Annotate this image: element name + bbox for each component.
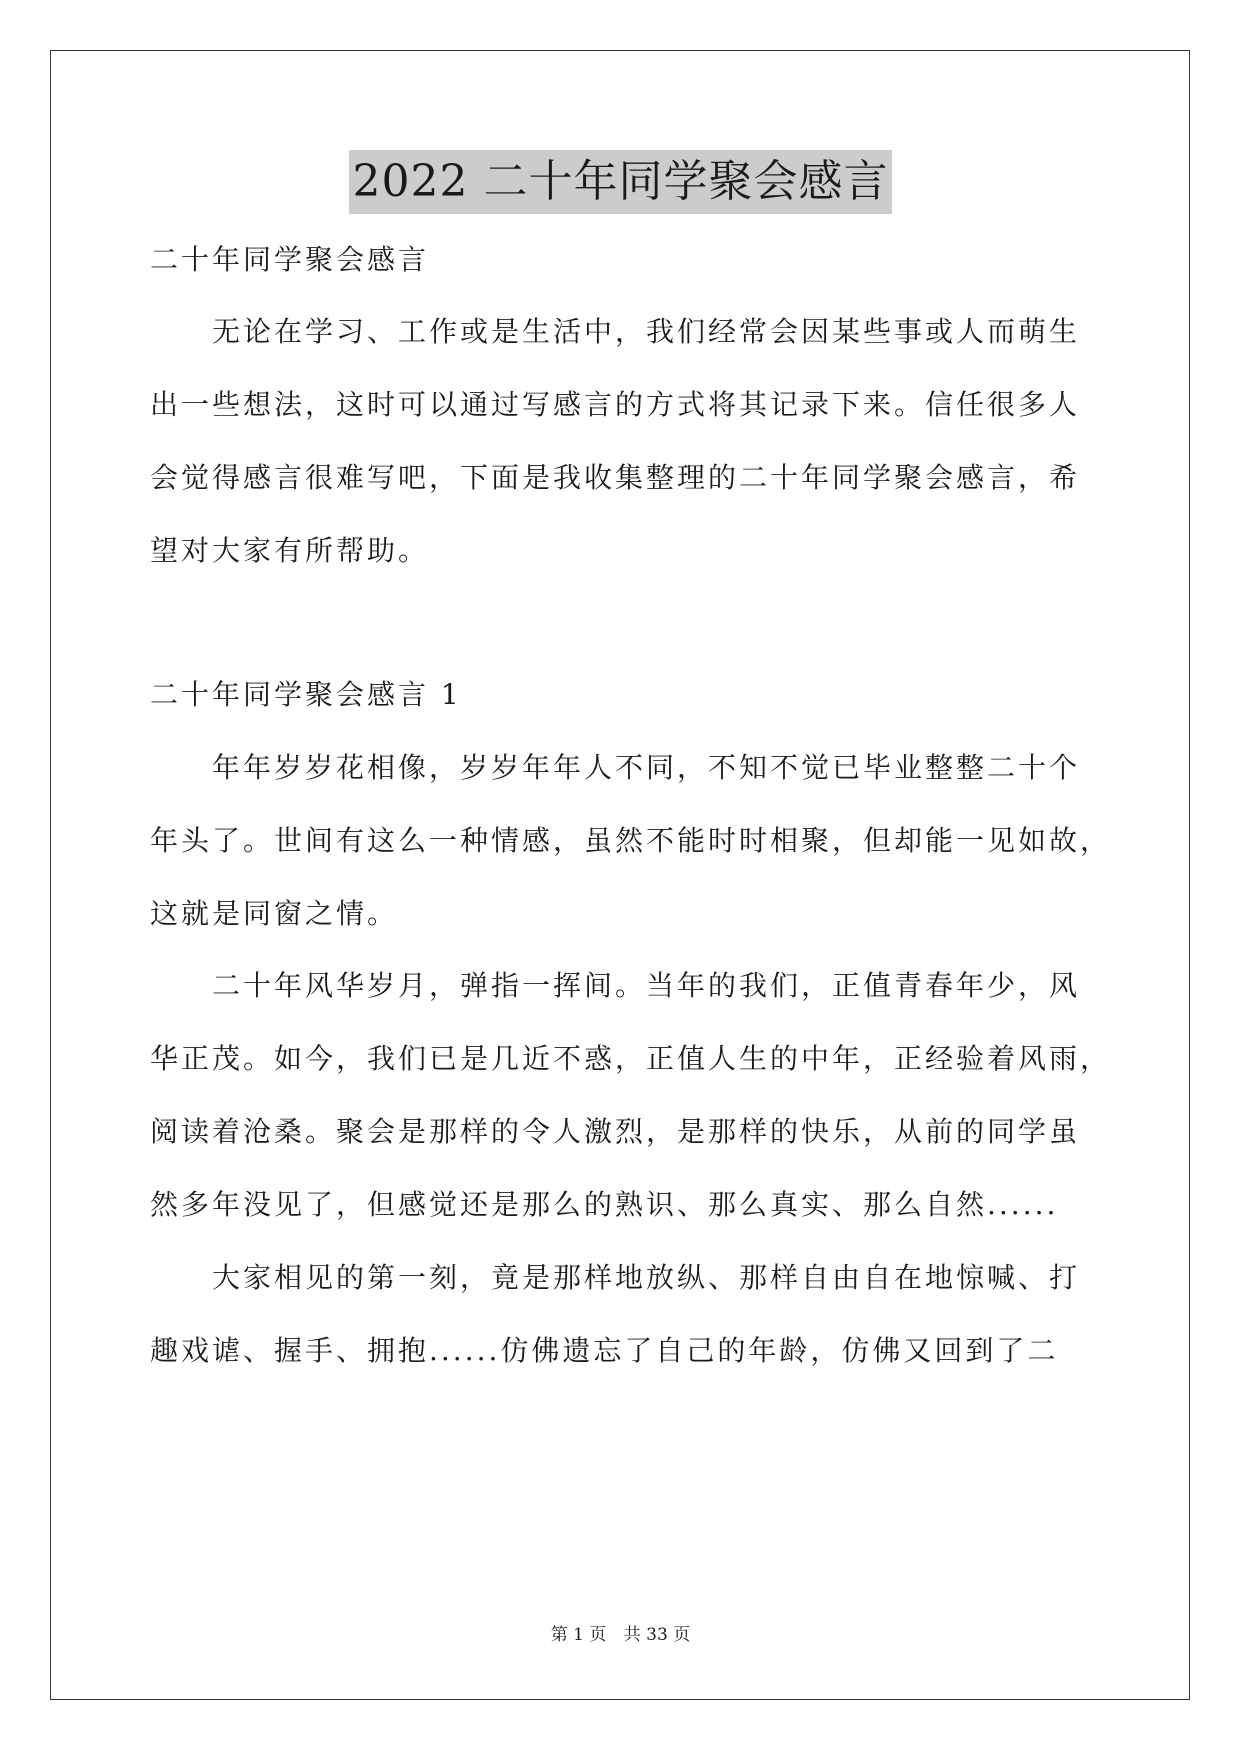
section-heading: 二十年同学聚会感言 [150,243,430,276]
paragraph-line: 望对大家有所帮助。 [150,534,430,567]
page-footer [0,1623,1241,1647]
total-pages: 共 33 页 [623,1625,691,1645]
paragraph-line: 趣戏谑、握手、拥抱......仿佛遗忘了自己的年龄，仿佛又回到了二 [150,1334,1059,1367]
document-title: 2022 二十年同学聚会感言 [349,150,893,214]
paragraph-line: 年头了。世间有这么一种情感，虽然不能时时相聚，但却能一见如故， [150,824,1112,857]
paragraph-line: 这就是同窗之情。 [150,897,399,930]
paragraph-line: 华正茂。如今，我们已是几近不惑，正值人生的中年，正经验着风雨， [150,1042,1112,1075]
paragraph-line: 然多年没见了，但感觉还是那么的熟识、那么真实、那么自然...... [150,1188,1059,1221]
paragraph-line: 二十年风华岁月，弹指一挥间。当年的我们，正值青春年少，风 [212,969,1081,1002]
paragraph-line: 会觉得感言很难写吧，下面是我收集整理的二十年同学聚会感言，希 [150,461,1081,494]
paragraph-line: 出一些想法，这时可以通过写感言的方式将其记录下来。信任很多人 [150,388,1081,421]
section-heading: 二十年同学聚会感言 1 [150,678,462,711]
title-container [0,150,1241,214]
paragraph-line: 年年岁岁花相像，岁岁年年人不同，不知不觉已毕业整整二十个 [212,751,1081,784]
paragraph-line: 阅读着沧桑。聚会是那样的令人激烈，是那样的快乐，从前的同学虽 [150,1115,1081,1148]
paragraph-line: 无论在学习、工作或是生活中，我们经常会因某些事或人而萌生 [212,315,1081,348]
paragraph-line: 大家相见的第一刻，竟是那样地放纵、那样自由自在地惊喊、打 [212,1261,1081,1294]
current-page-number: 第 1 页 [550,1625,607,1645]
page-border [50,50,1190,1700]
